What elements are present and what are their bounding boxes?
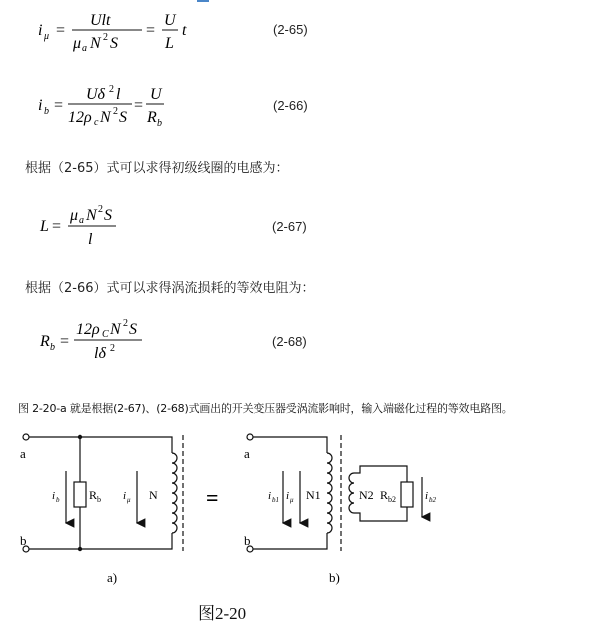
circuit-b-secondary-top-wire (354, 466, 407, 482)
eq67-eq: = (52, 218, 62, 235)
equation-2-68 (30, 318, 190, 368)
circuit-a-ib-sub: b (56, 496, 60, 504)
circuit-b-resistor-sub: b2 (388, 495, 396, 504)
eq67-den: l (88, 231, 93, 248)
circuit-a-coil (172, 453, 177, 533)
eq66-f1-den-exp: 2 (113, 106, 118, 117)
eq66-f2-den-sub: b (157, 118, 162, 129)
eq65-f1-den-sub: a (82, 43, 87, 54)
circuit-b-resistor (401, 482, 413, 507)
circuit-b-ib2-sub: b2 (429, 496, 436, 504)
eq65-f1-den-N: N (90, 35, 101, 52)
eq67-num-sub: a (79, 215, 84, 226)
eq66-f1-num-l: l (116, 86, 121, 103)
circuit-a-bottom-wire (29, 533, 172, 549)
circuit-b (244, 434, 437, 552)
figure-sub-b: b) (329, 570, 340, 585)
eq68-number: (2-68) (272, 334, 307, 349)
circuit-b-primary-coil (327, 453, 332, 533)
eq68-lhs-R: R (40, 333, 50, 350)
eq66-number: (2-66) (273, 98, 308, 113)
eq66-f2-num: U (150, 86, 162, 103)
paragraph-1: 根据（2-65）式可以求得初级线圈的电感为： (25, 161, 289, 176)
equation-2-65 (30, 4, 230, 54)
eq67-num-S: S (104, 207, 112, 224)
eq66-f1-num-exp: 2 (109, 84, 114, 95)
eq68-num-exp: 2 (123, 318, 128, 329)
eq68-eq: = (60, 333, 70, 350)
eq66-eq2: = (134, 97, 144, 114)
eq68-lhs-sub: b (50, 342, 55, 353)
circuit-a-resistor-label: R (89, 488, 98, 502)
top-accent-mark (197, 0, 209, 2)
figure-2-20 (0, 425, 614, 600)
circuit-a-imu-sub: μ (127, 496, 131, 504)
eq65-number: (2-65) (273, 22, 308, 37)
eq68-num-pre: 12ρ (76, 321, 100, 338)
circuit-a-terminal-a-dot (23, 434, 29, 440)
eq68-den-pre: lδ (94, 345, 106, 362)
eq66-f1-den-sub: c (94, 117, 99, 128)
eq66-f1-den-N: N (100, 109, 111, 126)
eq65-eq1: = (56, 22, 66, 39)
circuit-b-label-b: b (244, 533, 251, 548)
circuit-a (20, 434, 183, 552)
circuit-b-resistor-label: R (380, 488, 389, 502)
eq65-lhs-var: i (38, 22, 43, 39)
figure-sub-a: a) (107, 570, 118, 585)
circuit-b-secondary-coil (349, 473, 354, 513)
circuit-a-top-wire (29, 437, 172, 453)
eq66-lhs-sub: b (44, 106, 49, 117)
eq65-f1-den-S: S (110, 35, 118, 52)
eq65-f1-den-mu: μ (73, 35, 82, 52)
circuit-b-ib1-sub: b1 (272, 496, 279, 504)
figure-equals-sign: = (206, 485, 219, 510)
eq67-number: (2-67) (272, 219, 307, 234)
eq65-f2-num: U (164, 12, 176, 29)
eq67-num-N: N (86, 207, 97, 224)
circuit-b-ib2-label: i (425, 490, 429, 502)
eq66-f1-den-pre: 12ρ (68, 109, 92, 126)
eq66-f2-den-R: R (147, 109, 157, 126)
circuit-a-label-b: b (20, 533, 27, 548)
circuit-b-label-a: a (244, 446, 250, 461)
paragraph-3: 图 2-20-a 就是根据(2-67)、(2-68)式画出的开关变压器受涡流影响时，输入端磁化过程的等效电路图。 (18, 402, 513, 415)
eq65-f1-num: Ult (90, 12, 111, 29)
eq65-eq2: = (146, 22, 156, 39)
eq65-tail: t (182, 22, 187, 39)
eq68-num-sub: C (102, 329, 109, 340)
circuit-a-imu-label: i (123, 490, 127, 502)
eq66-f1-den-S: S (119, 109, 127, 126)
eq67-lhs: L (40, 218, 49, 235)
circuit-a-resistor-sub: b (97, 495, 101, 504)
eq67-num-mu: μ (70, 207, 79, 224)
eq67-num-exp: 2 (98, 204, 103, 215)
figure-title: 图2-20 (198, 604, 247, 623)
eq68-num-S: S (129, 321, 137, 338)
circuit-b-ib1-label: i (268, 490, 272, 502)
eq66-eq1: = (54, 97, 64, 114)
circuit-b-bottom-wire (253, 533, 327, 549)
eq65-f2-den: L (165, 35, 174, 52)
eq65-lhs-sub: μ (44, 31, 50, 42)
circuit-b-secondary-bottom-wire (354, 507, 407, 521)
circuit-a-resistor (74, 482, 86, 507)
eq66-f1-num-U: Uδ (86, 86, 105, 103)
equation-2-66 (30, 82, 230, 132)
circuit-b-winding2-label: N2 (359, 488, 374, 502)
eq68-num-N: N (110, 321, 121, 338)
equation-2-67 (30, 202, 170, 252)
circuit-a-winding-label: N (149, 488, 158, 502)
eq66-lhs-var: i (38, 97, 43, 114)
circuit-a-ib-label: i (52, 490, 56, 502)
circuit-b-imu-sub: μ (290, 496, 294, 504)
circuit-b-terminal-a-dot (247, 434, 253, 440)
circuit-b-imu-label: i (286, 490, 290, 502)
circuit-a-label-a: a (20, 446, 26, 461)
circuit-b-top-wire (253, 437, 327, 453)
eq68-den-exp: 2 (110, 343, 115, 354)
eq65-f1-den-exp: 2 (103, 32, 108, 43)
paragraph-2: 根据（2-66）式可以求得涡流损耗的等效电阻为： (25, 281, 315, 296)
circuit-b-winding1-label: N1 (306, 488, 321, 502)
